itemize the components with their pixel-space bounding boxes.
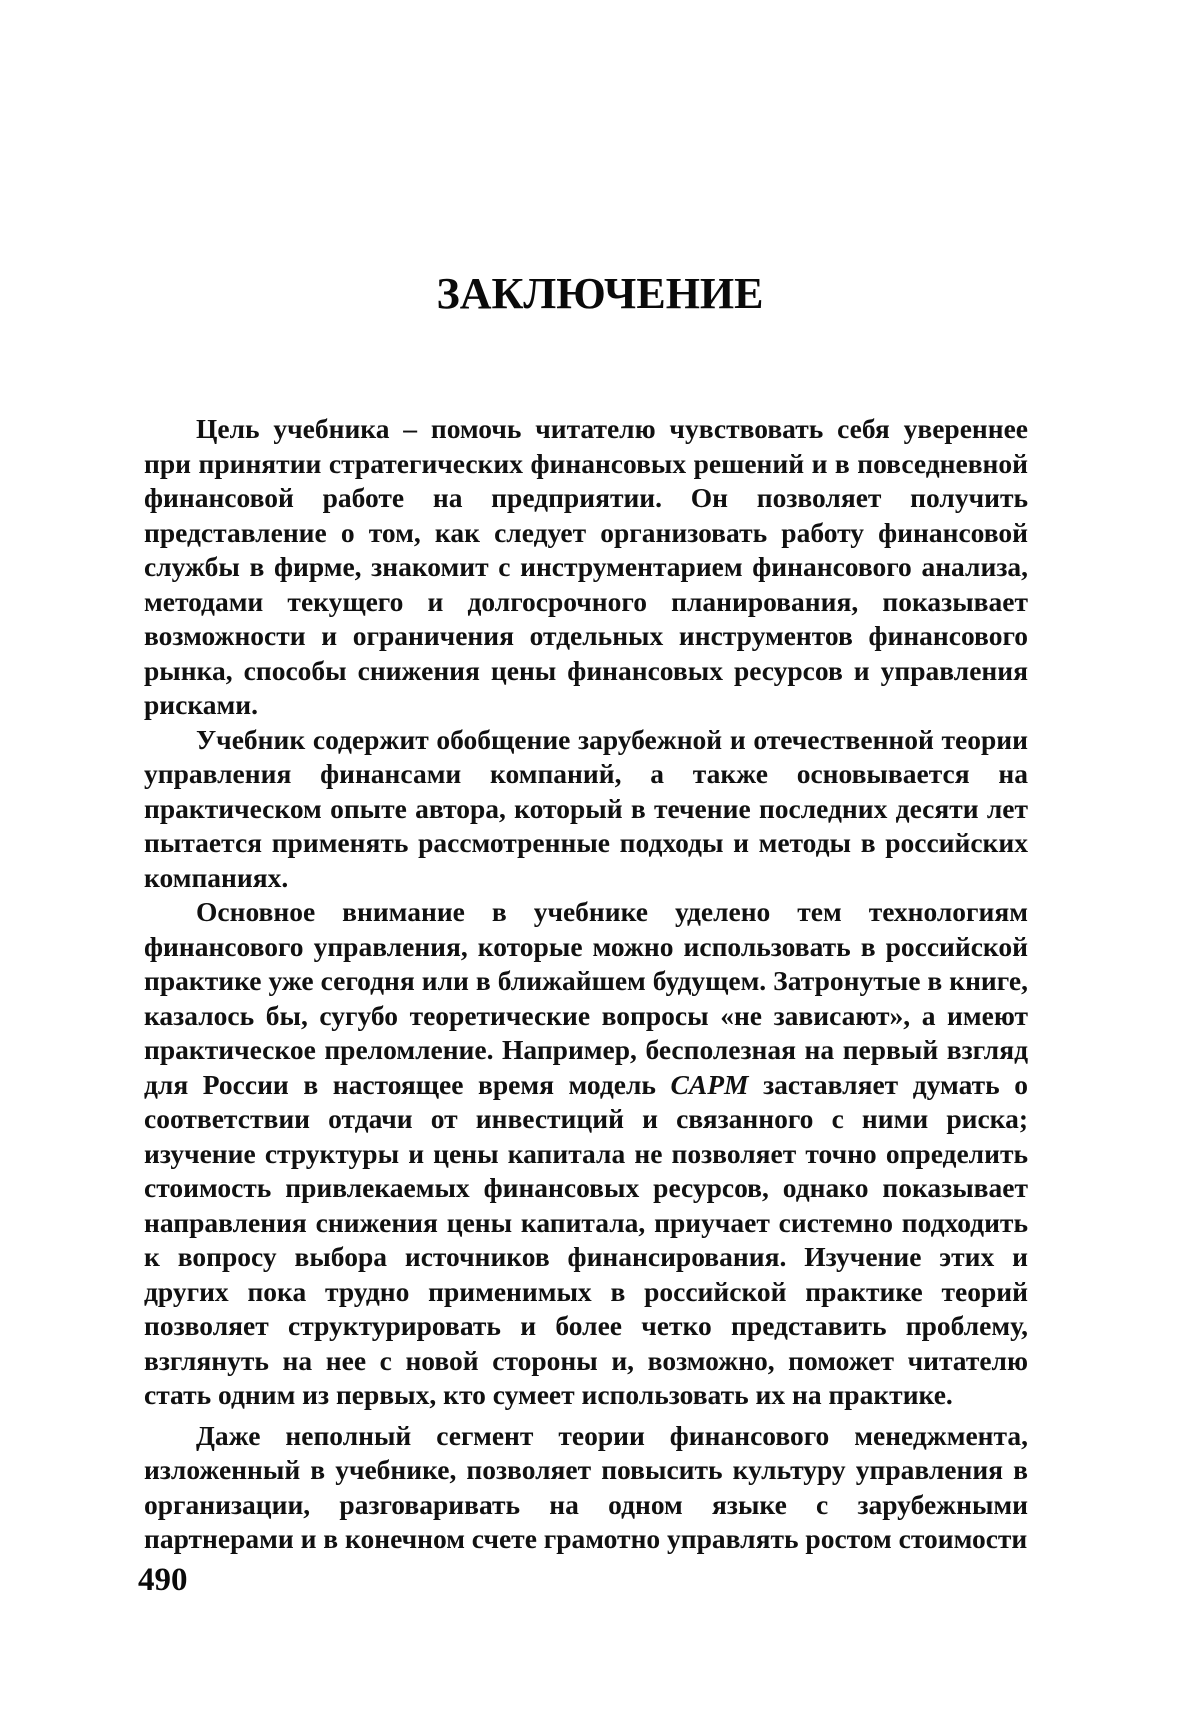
paragraph-conclusion: Даже неполный сегмент теории финансового менеджмента, изложенный в учебнике, позволяет повысить культуру управления в организации, разговаривать на одном языке с зарубежными партнерами и в конечном счете грамотно управлять ростом стоимости — [144, 1419, 1028, 1554]
page-number: 490 — [138, 1562, 188, 1598]
capm-term: CAPM — [670, 1068, 749, 1100]
body-text — [144, 412, 1028, 1557]
paragraph-focus-text: Основное внимание в учебнике уделено тем технологиям финансового управления, которые можно использовать в российской практике уже сегодня или в ближайшем будущем. Затронутые в книге, казалось бы, сугубо теоретические вопросы «не зависают», а имеют практическое преломление. Например, бесполезная на первый взгляд для России в настоящее время модель — [144, 896, 1028, 1100]
paragraph-focus-continued: заставляет думать о соответствии отдачи от инвестиций и связанного с ними риска; изучение структуры и цены капитала не позволяет точно определить стоимость привлекаемых финансовых ресурсов, однако показывает направления снижения цены капитала, приучает системно подходить к вопросу выбора источников финансирования. Изучение этих и других пока трудно применимых в российской практике теорий позволяет структурировать и более четко представить проблему, взглянуть на нее с новой стороны и, возможно, поможет читателю стать одним из первых, кто сумеет использовать их на практике. — [144, 1068, 1029, 1410]
paragraph-focus — [144, 895, 1028, 1413]
paragraph-goal: Цель учебника – помочь читателю чувствовать себя увереннее при принятии стратегических финансовых решений и в повседневной финансовой работе на предприятии. Он позволяет получить представление о том, как следует организовать работу финансовой службы в фирме, знакомит с инструментарием финансового анализа, методами текущего и долгосрочного планирования, показывает возможности и ограничения отдельных инструментов финансового рынка, способы снижения цены финансовых ресурсов и управления рисками. — [144, 413, 1028, 720]
paragraph-content: Учебник содержит обобщение зарубежной и отечественной теории управления финансами компаний, а также основывается на практическом опыте автора, который в течение последних десяти лет пытается применять рассмотренные подходы и методы в российских компаниях. — [144, 723, 1028, 893]
chapter-title: ЗАКЛЮЧЕНИЕ — [436, 269, 764, 318]
